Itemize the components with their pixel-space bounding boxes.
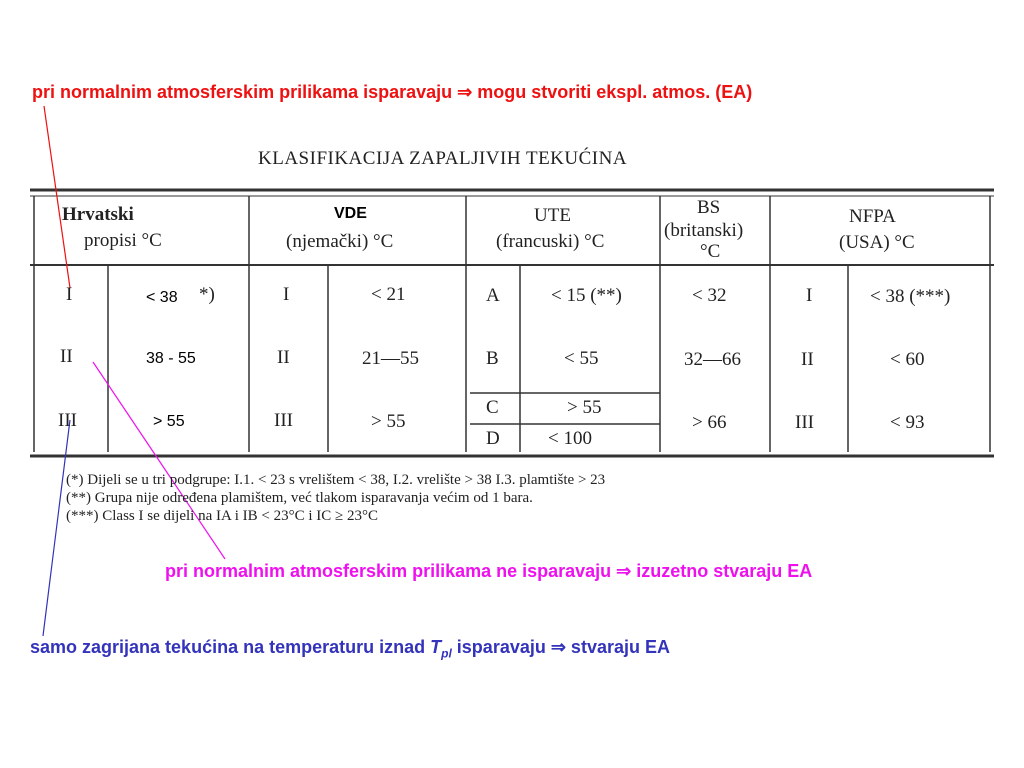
vde-label: VDE bbox=[331, 205, 370, 223]
vde-class-3: III bbox=[274, 410, 293, 431]
ute-class-1: A bbox=[486, 285, 500, 306]
vde-value-3: > 55 bbox=[371, 411, 406, 432]
hr-mark-1: *) bbox=[199, 284, 215, 305]
hr-class-1: I bbox=[66, 284, 73, 305]
ute-header-line2: (francuski) °C bbox=[496, 231, 605, 252]
ute-header-line1: UTE bbox=[534, 205, 571, 226]
ute-value-2: < 55 bbox=[564, 348, 599, 369]
annotation-heated-prefix: samo zagrijana tekućina na temperaturu iznad bbox=[30, 637, 431, 657]
tpl-subscript: pl bbox=[441, 646, 452, 661]
blue-connector-line bbox=[43, 420, 70, 636]
ute-value-1: < 15 (**) bbox=[551, 285, 622, 306]
vde-class-2: II bbox=[277, 347, 290, 368]
hr-class-2: II bbox=[60, 346, 73, 367]
nfpa-class-3: III bbox=[795, 412, 814, 433]
magenta-connector-line bbox=[93, 362, 225, 559]
hr-value-3: > 55 bbox=[150, 413, 188, 431]
vde-value-1: < 21 bbox=[371, 284, 406, 305]
vde-class-1: I bbox=[283, 284, 290, 305]
nfpa-value-2: < 60 bbox=[890, 349, 925, 370]
vde-header-line2: (njemački) °C bbox=[286, 231, 394, 252]
ute-class-c: C bbox=[486, 397, 499, 418]
hr-header-line1: Hrvatski bbox=[62, 204, 134, 225]
vde-value-2: 21—55 bbox=[362, 348, 419, 369]
footnote-1: (*) Dijeli se u tri podgrupe: I.1. < 23 s vrelištem < 38, I.2. vrelište > 38 I.3. plamtište > 23 bbox=[66, 472, 606, 488]
bs-header-line3: °C bbox=[700, 241, 721, 262]
ute-value-c: > 55 bbox=[567, 397, 602, 418]
footnote-2: (**) Grupa nije određena plamištem, već tlakom isparavanja većim od 1 bara. bbox=[66, 490, 533, 506]
hr-class-3: III bbox=[58, 410, 77, 431]
nfpa-class-1: I bbox=[806, 285, 813, 306]
annotation-vaporize: pri normalnim atmosferskim prilikama isparavaju ⇒ mogu stvoriti ekspl. atmos. (EA) bbox=[32, 82, 753, 102]
tpl-symbol: T bbox=[430, 637, 442, 657]
nfpa-value-1: < 38 (***) bbox=[870, 286, 951, 307]
nfpa-class-2: II bbox=[801, 349, 814, 370]
annotation-heated-suffix: isparavaju ⇒ stvaraju EA bbox=[451, 637, 670, 657]
bs-value-1: < 32 bbox=[692, 285, 727, 306]
ute-class-2: B bbox=[486, 348, 499, 369]
ute-value-d: < 100 bbox=[548, 428, 592, 449]
nfpa-header-line2: (USA) °C bbox=[839, 232, 915, 253]
nfpa-value-3: < 93 bbox=[890, 412, 925, 433]
bs-value-3: > 66 bbox=[692, 412, 727, 433]
hr-value-1: < 38 bbox=[143, 289, 181, 307]
ute-class-d: D bbox=[486, 428, 500, 449]
red-connector-line bbox=[44, 106, 70, 288]
nfpa-header-line1: NFPA bbox=[849, 206, 896, 227]
bs-value-2: 32—66 bbox=[684, 349, 741, 370]
bs-header-line2: (britanski) bbox=[664, 220, 744, 241]
hr-value-2: 38 - 55 bbox=[143, 350, 199, 368]
hr-header-line2: propisi °C bbox=[84, 230, 162, 251]
table-title: KLASIFIKACIJA ZAPALJIVIH TEKUĆINA bbox=[258, 148, 628, 169]
footnote-3: (***) Class I se dijeli na IA i IB < 23°C i IC ≥ 23°C bbox=[66, 508, 379, 524]
annotation-not-vaporize: pri normalnim atmosferskim prilikama ne isparavaju ⇒ izuzetno stvaraju EA bbox=[165, 561, 813, 581]
bs-header-line1: BS bbox=[697, 197, 721, 218]
